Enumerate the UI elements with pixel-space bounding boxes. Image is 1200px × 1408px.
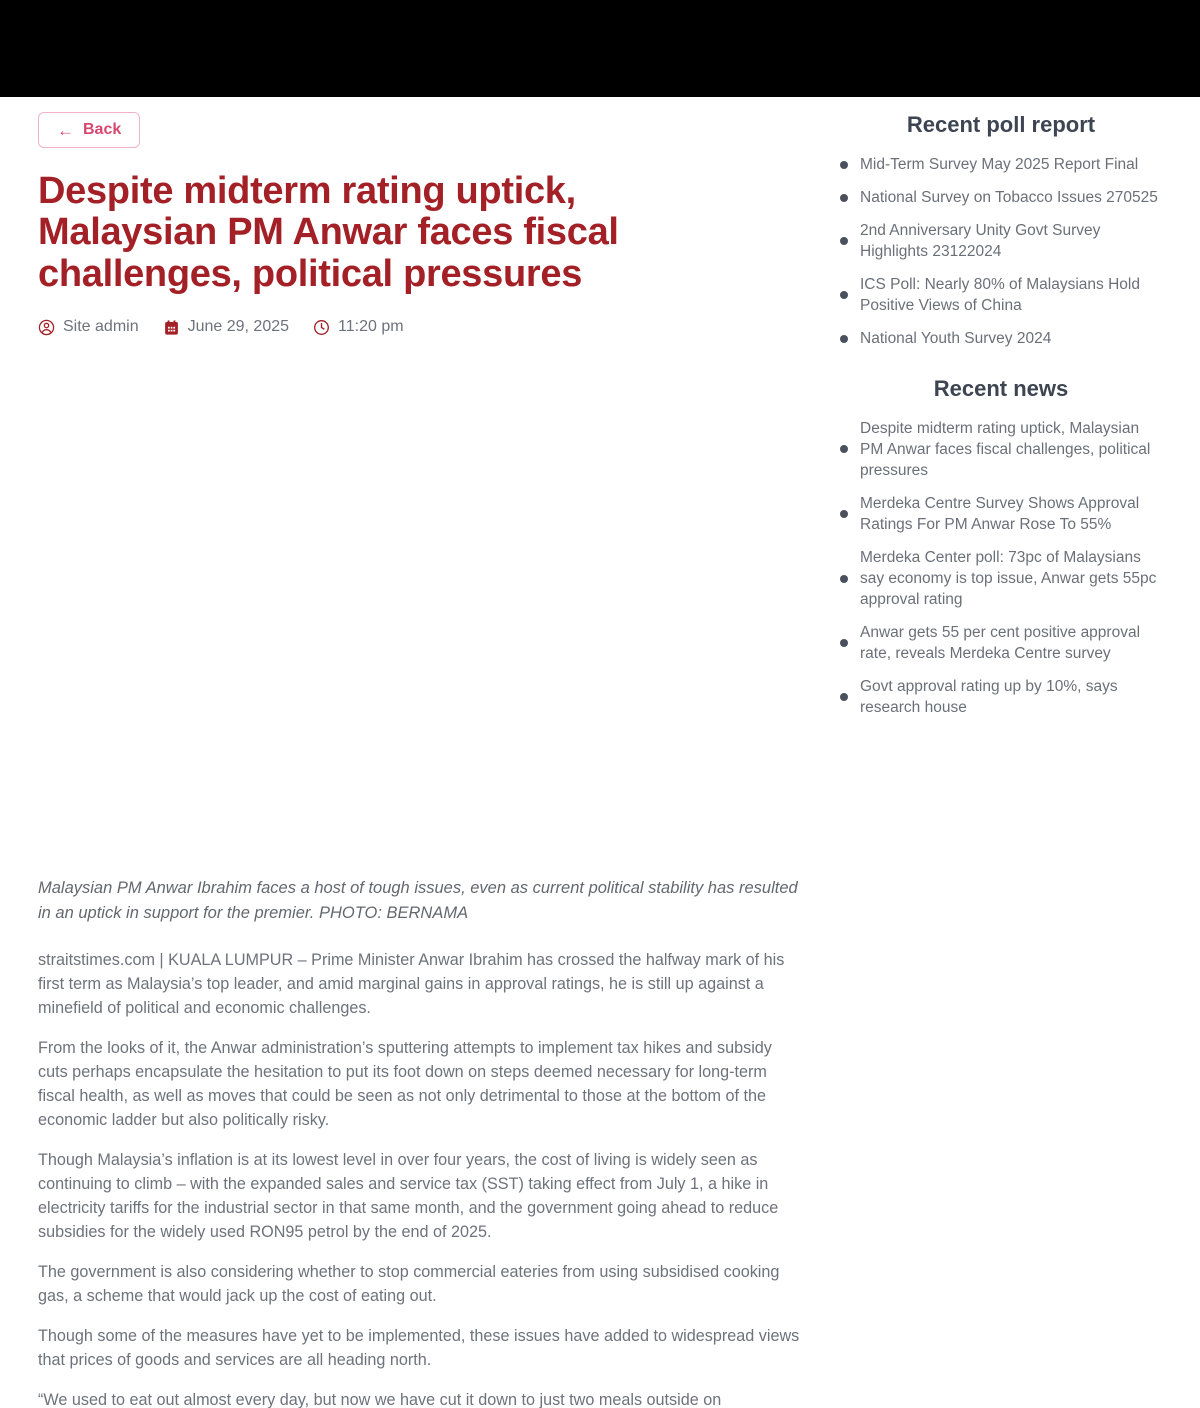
bullet-icon <box>840 237 848 245</box>
calendar-icon <box>163 319 180 336</box>
bullet-icon <box>840 161 848 169</box>
author-name: Site admin <box>63 318 139 336</box>
poll-item-label: National Survey on Tobacco Issues 270525 <box>860 189 1158 207</box>
paragraph: From the looks of it, the Anwar administration’s sputtering attempts to implement tax hikes and subsidy cuts perhaps encapsulate the hesitation to put its foot down on steps deemed necessary for long-term fiscal health, as well as moves that could be seen as not only detrimental to those at the bottom of the economic ladder but also politically risky. <box>38 1038 772 1129</box>
author-meta <box>38 318 139 336</box>
back-label: Back <box>83 121 122 138</box>
article-main <box>38 112 806 1408</box>
user-icon <box>38 319 55 336</box>
news-item-label: Merdeka Centre Survey Shows Approval Ratings For PM Anwar Rose To 55% <box>860 494 1140 533</box>
date-meta <box>163 318 289 336</box>
news-item-label: Despite midterm rating uptick, Malaysian PM Anwar faces fiscal challenges, political pressures <box>860 419 1151 479</box>
paragraph: straitstimes.com | KUALA LUMPUR – Prime Minister Anwar Ibrahim has crossed the halfway mark of his first term as Malaysia’s top leader, and amid marginal gains in approval ratings, he is still up against a minefield of political and economic challenges. <box>38 950 785 1017</box>
paragraph: Though Malaysia’s inflation is at its lowest level in over four years, the cost of living is widely seen as continuing to climb – with the expanded sales and service tax (SST) taking effect from July 1, a hike in electricity tariffs for the industrial sector in that same month, and the government going ahead to reduce subsidies for the widely used RON95 petrol by the end of 2025. <box>38 1150 779 1241</box>
paragraph: The government is also considering whether to stop commercial eateries from using subsidised cooking gas, a scheme that would jack up the cost of eating out. <box>38 1262 780 1305</box>
bullet-icon <box>840 445 848 453</box>
publish-time: 11:20 pm <box>338 318 404 336</box>
bullet-icon <box>840 510 848 518</box>
sidebar <box>840 112 1162 1408</box>
poll-item-label: Mid-Term Survey May 2025 Report Final <box>860 156 1139 173</box>
back-arrow-icon: ← <box>57 120 74 140</box>
news-item-label: Merdeka Center poll: 73pc of Malaysians say economy is top issue, Anwar gets 55pc approval rating <box>860 548 1157 609</box>
news-section-title: Recent news <box>933 375 1069 401</box>
site-header <box>0 0 1200 97</box>
news-list-item[interactable] <box>840 547 1162 610</box>
bullet-icon <box>840 335 848 343</box>
bullet-icon <box>840 291 848 299</box>
article-meta <box>38 318 806 336</box>
image-caption: Malaysian PM Anwar Ibrahim faces a host of tough issues, even as current political stability has resulted in an uptick in support for the premier. PHOTO: BERNAMA <box>38 879 798 922</box>
bullet-icon <box>840 194 848 202</box>
poll-item-label: 2nd Anniversary Unity Govt Survey Highlights 23122024 <box>860 222 1101 261</box>
article-image-placeholder <box>38 336 806 876</box>
article-title: Despite midterm rating uptick, Malaysian PM Anwar faces fiscal challenges, political pressures <box>38 170 619 295</box>
poll-section-title: Recent poll report <box>906 112 1096 137</box>
bullet-icon <box>840 575 848 583</box>
clock-icon <box>313 319 330 336</box>
page-content <box>0 97 1200 1408</box>
news-list-item[interactable] <box>840 493 1162 535</box>
poll-item-label: National Youth Survey 2024 <box>860 330 1052 348</box>
news-item-label: Anwar gets 55 per cent positive approval rate, reveals Merdeka Centre survey <box>860 624 1141 663</box>
bullet-icon <box>840 693 848 701</box>
poll-list <box>840 154 1162 350</box>
news-list-item[interactable] <box>840 622 1162 664</box>
poll-item-label: ICS Poll: Nearly 80% of Malaysians Hold Positive Views of China <box>860 276 1140 315</box>
poll-list-item[interactable] <box>840 220 1162 262</box>
paragraph: Though some of the measures have yet to be implemented, these issues have added to widespread views that prices of goods and services are all heading north. <box>38 1326 800 1369</box>
bullet-icon <box>840 639 848 647</box>
poll-list-item[interactable] <box>840 274 1162 316</box>
news-item-label: Govt approval rating up by 10%, says research house <box>860 678 1118 717</box>
back-button[interactable] <box>38 112 140 148</box>
poll-list-item[interactable] <box>840 154 1162 175</box>
poll-list-item[interactable] <box>840 187 1162 208</box>
paragraph: “We used to eat out almost every day, but now we have cut it down to just two meals outside on <box>38 1390 722 1408</box>
news-list <box>840 418 1162 719</box>
poll-list-item[interactable] <box>840 328 1162 349</box>
publish-date: June 29, 2025 <box>187 318 290 336</box>
time-meta <box>313 318 404 336</box>
news-list-item[interactable] <box>840 418 1162 481</box>
news-list-item[interactable] <box>840 676 1162 718</box>
